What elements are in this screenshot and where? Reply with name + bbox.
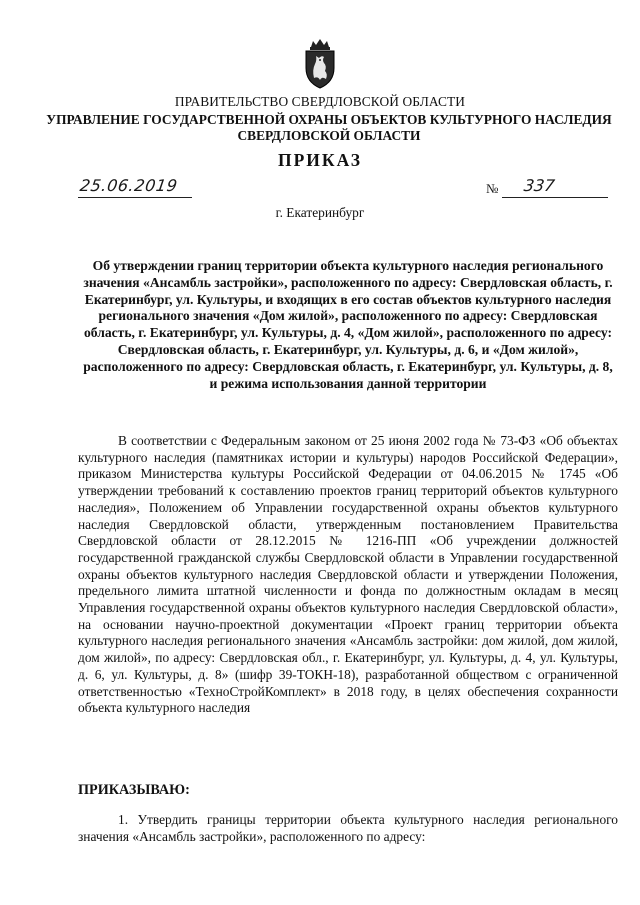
coat-of-arms-icon xyxy=(300,38,340,90)
order-city: г. Екатеринбург xyxy=(275,205,365,220)
order-number-field xyxy=(502,176,608,198)
preamble-paragraph: В соответствии с Федеральным законом от 25 июня 2002 года № 73-ФЗ «Об объектах культурного наследия (памятниках истории и культуры) народов Российской Федерации», приказом Министерства культуры Российской Федерации от 04.06.2015 № 1745 «Об утверждении требований к составлению проектов границ территорий объектов культурного наследия», Положением об Управлении государственной охраны объектов культурного наследия Свердловской области, утвержденным постановлением Правительства Свердловской области от 28.12.2015 № 1216-ПП «Об учреждении должностей государственной гражданской службы Свердловской области в Управлении государственной охраны объектов культурного наследия Свердловской области и утверждении Положения, предельного лимита штатной численности и фонда по должностным окладам в месяц Управления государственной охраны объектов культурного наследия Свердловской области», на основании научно-проектной документации «Проект границ территории объекта культурного наследия регионального значения «Ансамбль застройки: дом жилой, дом жилой, дом жилой», по адресу: Свердловская обл., г. Екатеринбург, ул. Культуры, д. 4, ул. Культуры, д. 6, ул. Культуры, д. 8» (шифр 39-ТОКН-18), разработанной обществом с ограниченной ответственностью «ТехноСтройКомплект» в 2018 году, в целях обеспечения сохранности объекта культурного наследия xyxy=(78,433,618,716)
order-number-label: № xyxy=(486,181,499,196)
order-directive-heading: ПРИКАЗЫВАЮ: xyxy=(78,782,190,798)
order-subject: Об утверждении границ территории объекта культурного наследия регионального значения «Ансамбль застройки», расположенного по адресу: Свердловская область, г. Екатеринбург, ул. Культуры, и входящих в его состав объектов культурного наследия регионального значения «Дом жилой», расположенного по адресу: Свердловская область, г. Екатеринбург, ул. Культуры, д. 4, «Дом жилой», расположенного по адресу: Свердловская область, г. Екатеринбург, ул. Культуры, д. 6, и «Дом жилой», расположенного по адресу: Свердловская область, г. Екатеринбург, ул. Культуры, д. 8, и режима использования данной территории xyxy=(83,258,613,391)
order-title: ПРИКАЗ xyxy=(277,150,363,170)
order-item-1: 1. Утвердить границы территории объекта культурного наследия регионального значения «Ансамбль застройки», расположенного по адресу: xyxy=(78,812,618,844)
order-date: 25.06.2019 xyxy=(78,176,179,195)
order-date-field xyxy=(78,176,192,198)
department-name: УПРАВЛЕНИЕ ГОСУДАРСТВЕННОЙ ОХРАНЫ ОБЪЕКТОВ КУЛЬТУРНОГО НАСЛЕДИЯ СВЕРДЛОВСКОЙ ОБЛАСТИ xyxy=(46,112,612,143)
order-number: 337 xyxy=(522,176,556,195)
government-name: ПРАВИТЕЛЬСТВО СВЕРДЛОВСКОЙ ОБЛАСТИ xyxy=(174,94,466,109)
